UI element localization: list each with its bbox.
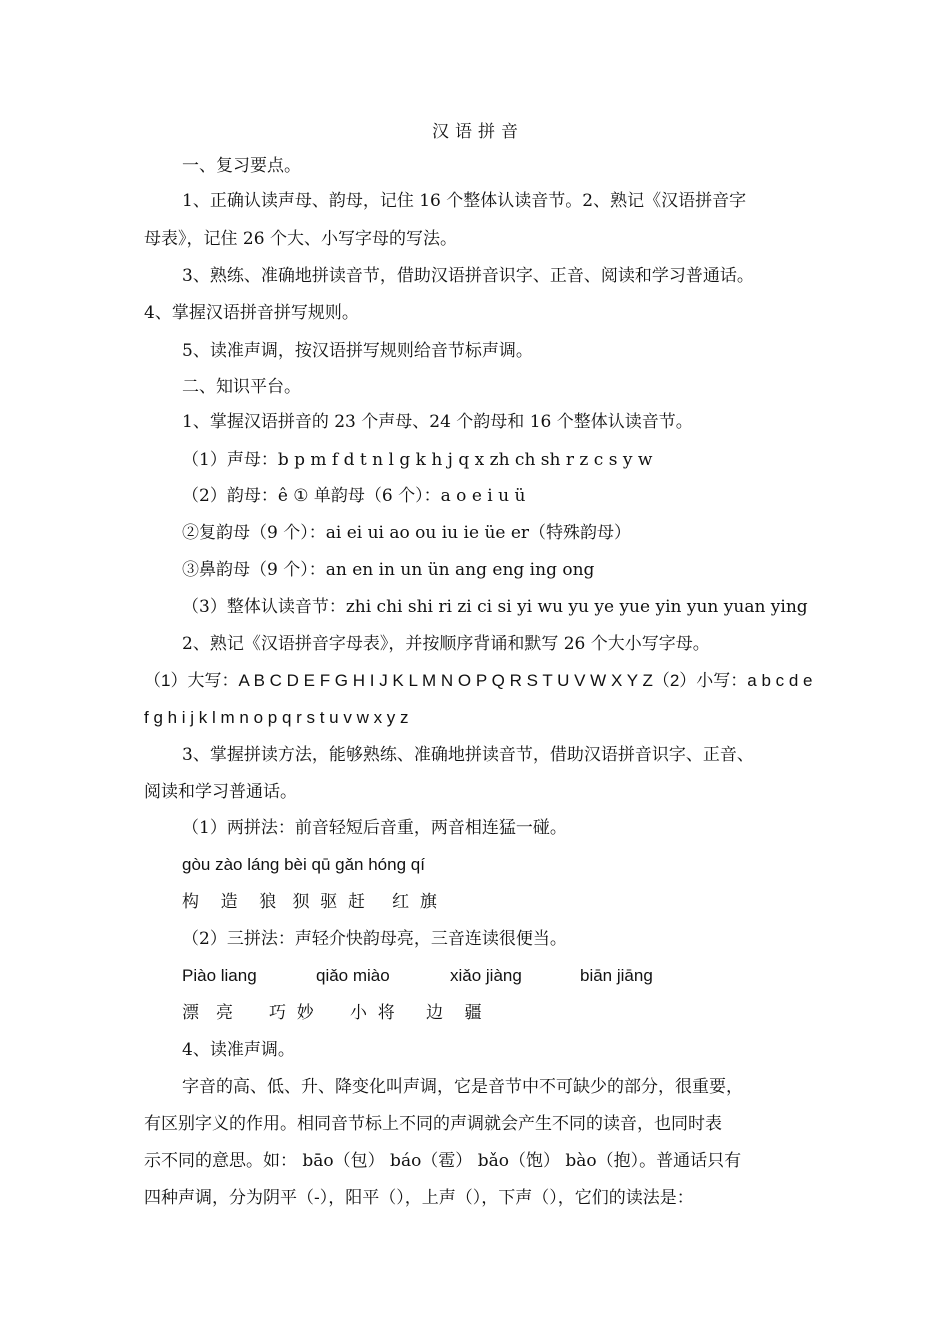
paragraph-line: （1）两拼法：前音轻短后音重，两音相连猛一碰。 <box>182 818 567 838</box>
paragraph-line: 1、掌握汉语拼音的 23 个声母、24 个韵母和 16 个整体认读音节。 <box>182 412 693 432</box>
nasal-finals-line: ③鼻韵母（9 个）：an en in un ün ang eng ing ong <box>182 560 595 580</box>
whole-syllables-line: （3）整体认读音节：zhi chi shi ri zi ci si yi wu yu ye yue yin yun yuan ying <box>182 597 808 617</box>
hanzi-example: 漂 <box>182 1003 199 1023</box>
paragraph-line: 有区别字义的作用。相同音节标上不同的声调就会产生不同的读音，也同时表 <box>144 1114 722 1134</box>
paragraph-line: 示不同的意思。如： bāo（包） báo（雹） bǎo（饱） bào（抱）。普通话只有 <box>144 1151 742 1171</box>
paragraph-line: 2、熟记《汉语拼音字母表》，并按顺序背诵和默写 26 个大小写字母。 <box>182 634 710 654</box>
paragraph-line: 1、正确认读声母、韵母，记住 16 个整体认读音节。2、熟记《汉语拼音字 <box>182 191 747 211</box>
pinyin-example: qiǎo miào <box>316 966 390 985</box>
page-title: 汉语拼音 <box>432 122 524 142</box>
compound-finals-line: ②复韵母（9 个）：ai ei ui ao ou iu ie üe er（特殊韵母） <box>182 523 632 543</box>
hanzi-example: 小 将 <box>350 1003 395 1023</box>
hanzi-example: 边 疆 <box>426 1003 482 1023</box>
finals-line: （2）韵母：ê ① 单韵母（6 个）：a o e i u ü <box>182 486 526 506</box>
paragraph-line: 4、掌握汉语拼音拼写规则。 <box>144 303 359 323</box>
section-heading: 二、知识平台。 <box>182 377 301 397</box>
paragraph-line: 四种声调，分为阴平（-），阳平（），上声（），下声（），它们的读法是： <box>144 1188 694 1208</box>
paragraph-line: 母表》，记住 26 个大、小写字母的写法。 <box>144 229 457 249</box>
paragraph-line: （2）三拼法：声轻介快韵母亮，三音连读很便当。 <box>182 929 567 949</box>
section-heading: 一、复习要点。 <box>182 156 301 176</box>
paragraph-line: 字音的高、低、升、降变化叫声调，它是音节中不可缺少的部分，很重要， <box>182 1077 743 1097</box>
pinyin-example: xiǎo jiàng <box>450 966 522 985</box>
pinyin-example: Piào liang <box>182 966 257 985</box>
paragraph-line: 3、掌握拼读方法，能够熟练、准确地拼读音节，借助汉语拼音识字、正音、 <box>182 745 754 765</box>
hanzi-example: 巧 妙 <box>269 1003 314 1023</box>
hanzi-example: 亮 <box>216 1003 233 1023</box>
alphabet-line: f g h i j k l m n o p q r s t u v w x y z <box>144 708 409 727</box>
hanzi-example-line: 构 造 狼 狈 驱 赶 红 旗 <box>182 892 437 912</box>
paragraph-line: 4、读准声调。 <box>182 1040 295 1060</box>
pinyin-example: biān jiāng <box>580 966 653 985</box>
paragraph-line: 阅读和学习普通话。 <box>144 782 297 802</box>
initials-line: （1）声母：b p m f d t n l g k h j q x zh ch sh r z c s y w <box>182 450 653 470</box>
paragraph-line: 5、读准声调，按汉语拼写规则给音节标声调。 <box>182 341 533 361</box>
paragraph-line: 3、熟练、准确地拼读音节，借助汉语拼音识字、正音、阅读和学习普通话。 <box>182 266 754 286</box>
alphabet-line: （1）大写：A B C D E F G H I J K L M N O P Q R S T U V W X Y Z（2）小写：a b c d e <box>144 671 813 690</box>
pinyin-example-line: gòu zào láng bèi qū gǎn hóng qí <box>182 855 425 874</box>
